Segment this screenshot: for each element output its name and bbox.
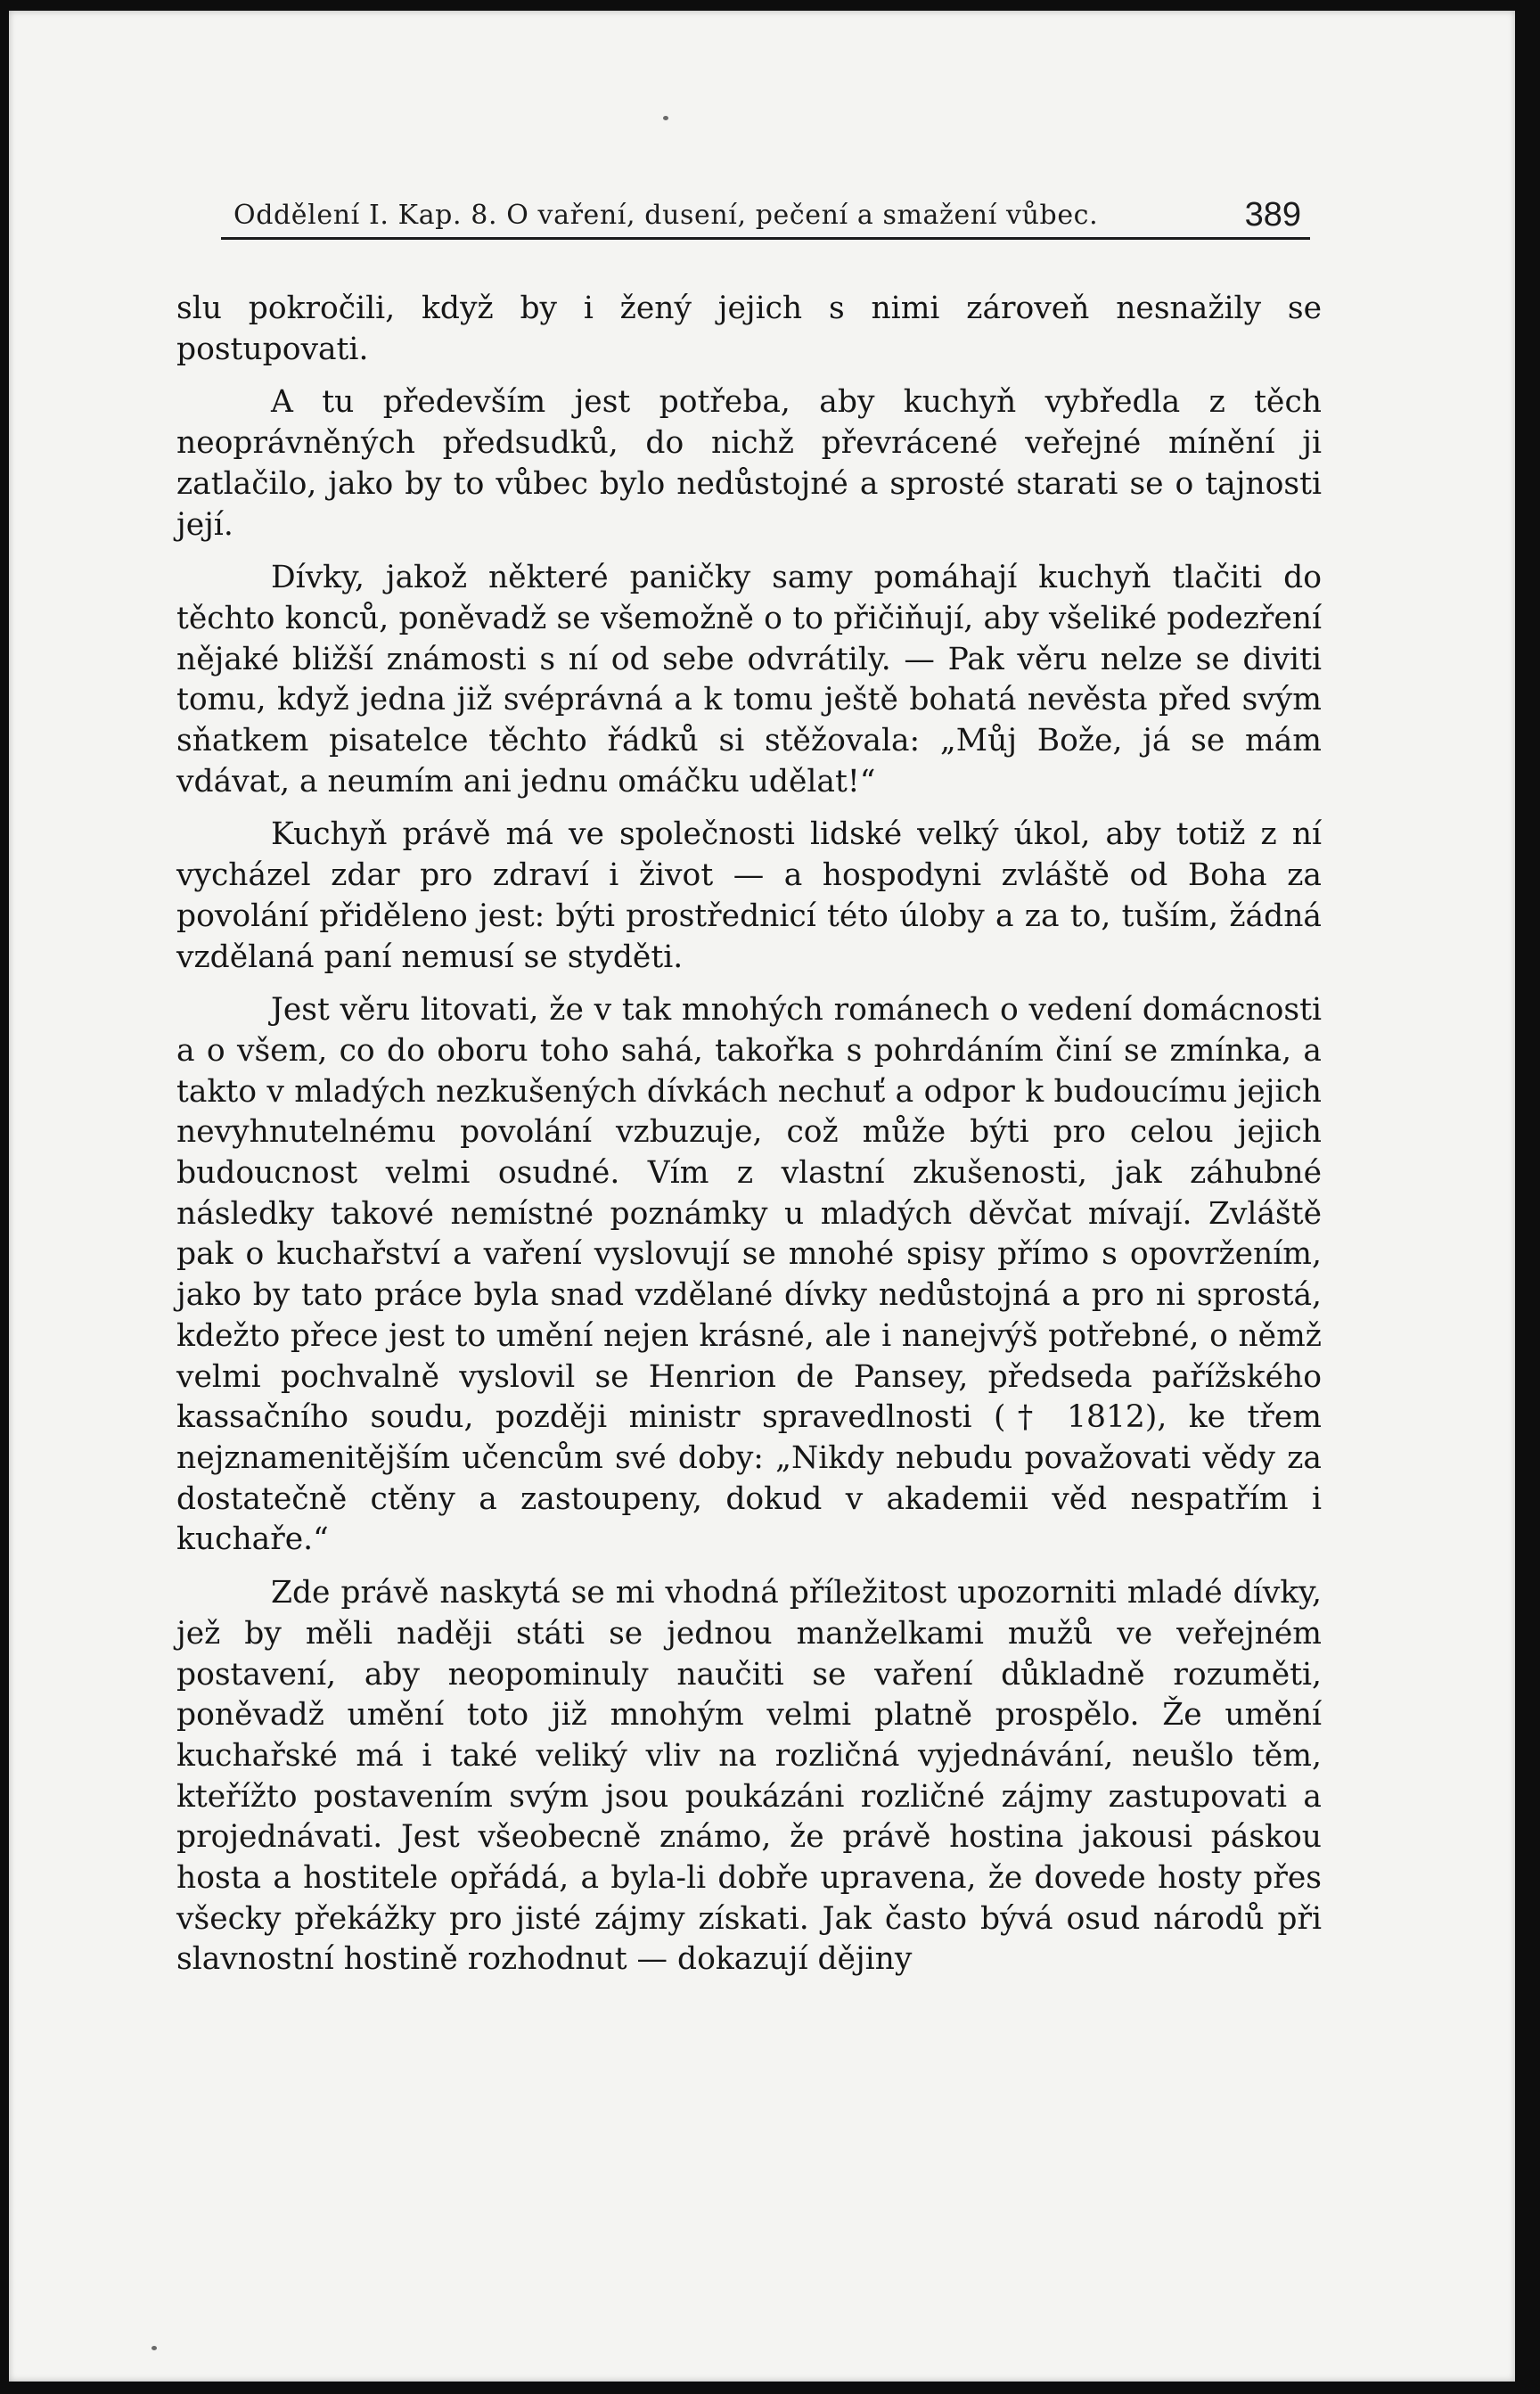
paragraph: Zde právě naskytá se mi vhodná příležitost upozorniti mladé dívky, jež by měli naději státi se jednou manželkami mužů ve veřejném postavení, aby neopominuly naučiti se vaření důkladně rozuměti, poněvadž umění toto již mnohým velmi platně prospělo. Že umění kuchařské má i také veliký vliv na rozličná vyjednávání, neušlo těm, kteřížto postavením svým jsou poukázáni rozličné zájmy zastupovati a projednávati. Jest všeobecně známo, že právě hostina jakousi páskou hosta a hostitele opřádá, a byla-li dobře upravena, že dovede hosty přes všecky překážky pro jisté zájmy získati. Jak často bývá osud národů při slavnostní hostině rozhodnut — dokazují dějiny: [176, 1575, 1322, 1978]
print-speck: [152, 2346, 157, 2350]
paragraph: Dívky, jakož některé paničky samy pomáhají kuchyň tlačiti do těchto konců, poněvadž se všemožně o to přičiňují, aby všeliké podezření nějaké bližší známosti s ní od sebe odvrátily. — Pak věru nelze se diviti tomu, když jedna již svéprávná a k tomu ještě bohatá nevěsta před svým sňatkem pisatelce těchto řádků si stěžovala: „Můj Bože, já se mám vdávat, a neumím ani jednu omáčku udělat!“: [176, 560, 1322, 799]
running-head: Oddělení I. Kap. 8. O vaření, dusení, pečení a smažení vůbec.: [233, 200, 1099, 231]
print-speck: [663, 116, 668, 120]
paragraph: A tu především jest potřeba, aby kuchyň vybředla z těch neoprávněných předsudků, do nichž převrácené veřejné mínění ji zatlačilo, jako by to vůbec bylo nedůstojné a sprosté starati se o tajnosti její.: [176, 384, 1322, 543]
book-page: [9, 11, 1515, 2382]
paragraph: Jest věru litovati, že v tak mnohých románech o vedení domácnosti a o všem, co do oboru toho sahá, takořka s pohrdáním činí se zmínka, a takto v mladých nezkušených dívkách nechuť a odpor k budoucímu jejich nevyhnutelnému povolání vzbuzuje, což může býti pro celou jejich budoucnost velmi osudné. Vím z vlastní zkušenosti, jak záhubné následky takové nemístné poznámky u mladých děvčat mívají. Zvláště pak o kuchařství a vaření vyslovují se mnohé spisy přímo s opovržením, jako by tato práce byla snad vzdělané dívky nedůstojná a pro ni sprostá, kdežto přece jest to umění nejen krásné, ale i nanejvýš potřebné, o němž velmi pochvalně vyslovil se Henrion de Pansey, předseda pařížského kassačního soudu, později ministr spravedlnosti († 1812), ke třem nejznamenitějším učencům své doby: „Nikdy nebudu považovati vědy za dostatečně ctěny a zastoupeny, dokud v akademii věd nespatřím i kuchaře.“: [176, 992, 1322, 1558]
body-text: [176, 289, 1322, 1993]
page-number: 389: [1244, 196, 1301, 234]
page-header: [221, 198, 1310, 240]
paragraph: Kuchyň právě má ve společnosti lidské velký úkol, aby totiž z ní vycházel zdar pro zdraví i život — a hospodyni zvláště od Boha za povolání přiděleno jest: býti prostřednicí této úloby a za to, tuším, žádná vzdělaná paní nemusí se styděti.: [176, 816, 1322, 975]
paragraph: slu pokročili, když by i žený jejich s nimi zároveň nesnažily se postupovati.: [176, 291, 1322, 367]
